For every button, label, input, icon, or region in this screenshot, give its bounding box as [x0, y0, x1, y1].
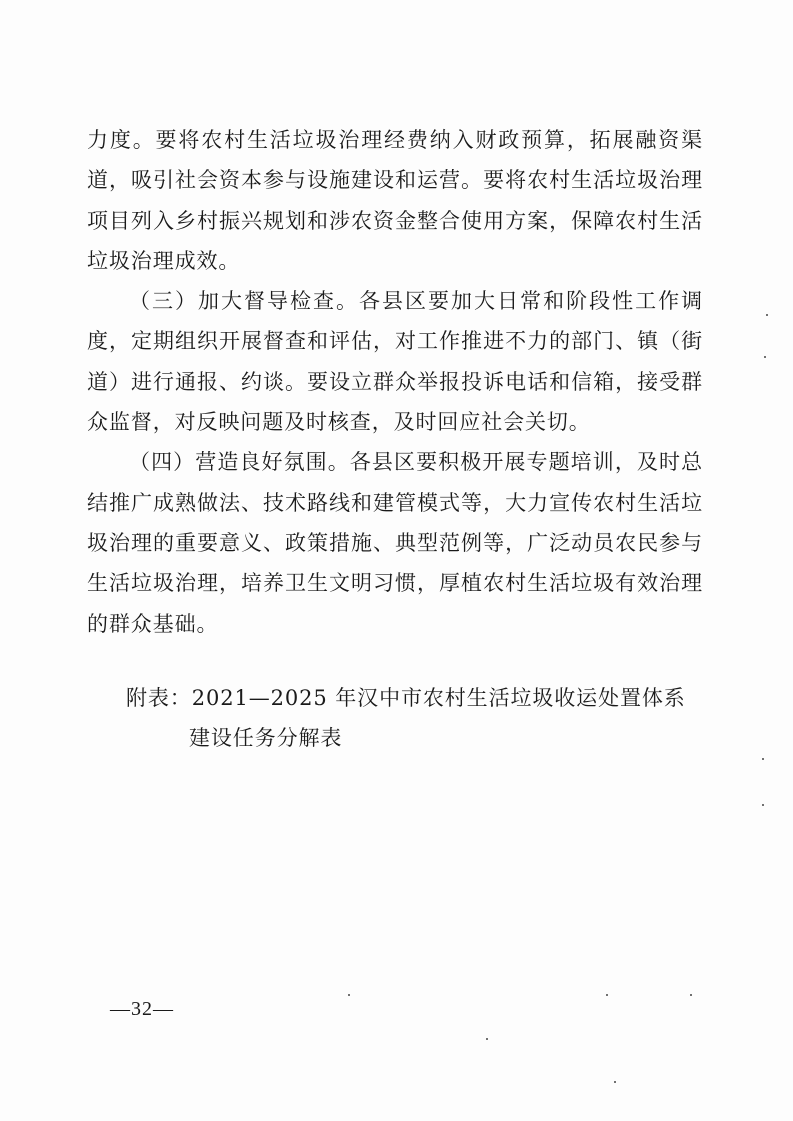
scan-speck — [690, 994, 692, 996]
page-number: —32— — [110, 998, 174, 1020]
paragraph-supervision: （三）加大督导检查。各县区要加大日常和阶段性工作调度，定期组织开展督查和评估，对工作推进不力的部门、镇（街道）进行通报、约谈。要设立群众举报投诉电话和信箱，接受群众监督，对反映问题及时核查，及时回应社会关切。 — [87, 289, 703, 435]
scan-speck — [486, 1038, 488, 1040]
appendix-note — [126, 678, 696, 758]
scan-speck — [762, 804, 764, 806]
scan-speck — [764, 356, 766, 358]
appendix-title: 2021—2025 年汉中市农村生活垃圾收运处置体系建设任务分解表 — [189, 686, 686, 750]
appendix-label: 附表： — [126, 686, 192, 710]
scan-speck — [606, 994, 608, 996]
scan-speck — [348, 994, 350, 996]
body-text — [87, 120, 703, 644]
scan-speck — [766, 314, 768, 316]
scan-speck — [762, 758, 764, 760]
paragraph-funding: 力度。要将农村生活垃圾治理经费纳入财政预算，拓展融资渠道，吸引社会资本参与设施建设和运营。要将农村生活垃圾治理项目列入乡村振兴规划和涉农资金整合使用方案，保障农村生活垃圾治理成效。 — [87, 128, 703, 273]
paragraph-atmosphere: （四）营造良好氛围。各县区要积极开展专题培训，及时总结推广成熟做法、技术路线和建管模式等，大力宣传农村生活垃圾治理的重要意义、政策措施、典型范例等，广泛动员农民参与生活垃圾治理，培养卫生文明习惯，厚植农村生活垃圾有效治理的群众基础。 — [87, 450, 703, 636]
scan-speck — [614, 1081, 616, 1083]
